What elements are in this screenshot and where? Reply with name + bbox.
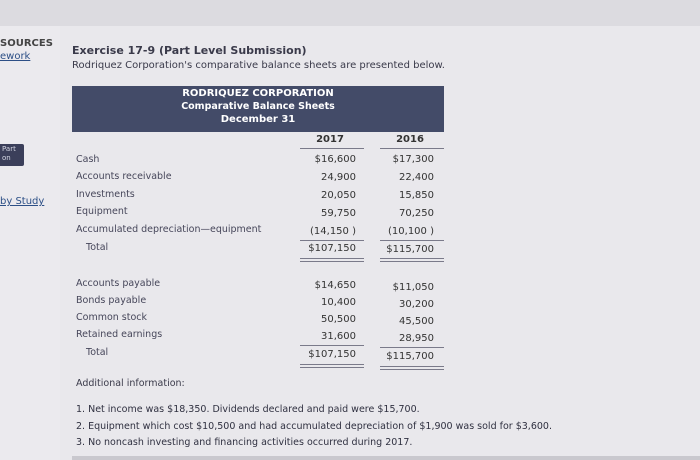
asset-value-2017: 59,750	[321, 208, 356, 219]
column-header-2017: 2017	[316, 134, 344, 145]
asset-value-2016: 22,400	[399, 172, 434, 183]
liability-value-2017: 10,400	[321, 297, 356, 308]
part-badge[interactable]: Part on	[0, 144, 24, 166]
total-double-line	[380, 258, 444, 259]
asset-value-2016: (10,100 )	[388, 226, 434, 237]
liability-label-accounts-payable: Accounts payable	[76, 278, 161, 289]
liability-total-2016: $115,700	[386, 351, 434, 362]
additional-note: 2. Equipment which cost $10,500 and had accumulated depreciation of $1,900 was sold for $3,600.	[76, 421, 552, 432]
total-double-line	[300, 261, 364, 262]
total-double-line	[380, 366, 444, 367]
liability-value-2016: $11,050	[392, 282, 434, 293]
statement-title: Comparative Balance Sheets	[181, 101, 335, 112]
asset-value-2016: 15,850	[399, 190, 434, 201]
column-underline	[380, 148, 444, 149]
asset-label-cash: Cash	[76, 154, 100, 165]
top-toolbar	[0, 0, 700, 26]
asset-value-2017: 24,900	[321, 172, 356, 183]
total-double-line	[380, 261, 444, 262]
company-name: RODRIQUEZ CORPORATION	[182, 88, 334, 99]
asset-value-2017: $16,600	[314, 154, 356, 165]
homework-link[interactable]: ework	[0, 51, 31, 62]
asset-value-2016: 70,250	[399, 208, 434, 219]
liability-value-2016: 45,500	[399, 316, 434, 327]
asset-total-2016: $115,700	[386, 244, 434, 255]
asset-label-equipment: Equipment	[76, 206, 128, 217]
asset-label-investments: Investments	[76, 189, 135, 200]
statement-date: December 31	[220, 114, 296, 125]
liability-label-common-stock: Common stock	[76, 312, 148, 323]
asset-label-receivable: Accounts receivable	[76, 171, 172, 182]
subtotal-line	[380, 240, 444, 241]
subtotal-line	[300, 345, 364, 346]
total-double-line	[300, 258, 364, 259]
liability-total-2017: $107,150	[308, 349, 356, 360]
balance-sheet-header	[72, 86, 444, 132]
asset-label-accum-depreciation: Accumulated depreciation—equipment	[76, 224, 262, 235]
additional-note: 3. No noncash investing and financing activities occurred during 2017.	[76, 437, 413, 448]
total-double-line	[300, 364, 364, 365]
liability-label-total: Total	[86, 347, 109, 358]
additional-info-heading: Additional information:	[76, 378, 185, 389]
column-header-2016: 2016	[396, 134, 424, 145]
additional-note: 1. Net income was $18,350. Dividends declared and paid were $15,700.	[76, 404, 420, 415]
exercise-title: Exercise 17-9 (Part Level Submission)	[72, 44, 307, 57]
resources-heading: SOURCES	[0, 38, 53, 49]
subtotal-line	[300, 240, 364, 241]
asset-value-2017: (14,150 )	[310, 226, 356, 237]
subtotal-line	[380, 347, 444, 348]
exercise-intro: Rodriquez Corporation's comparative balance sheets are presented below.	[72, 60, 445, 71]
bottom-edge	[72, 456, 700, 460]
asset-value-2017: 20,050	[321, 190, 356, 201]
resources-sidebar	[0, 26, 60, 460]
liability-value-2017: 50,500	[321, 314, 356, 325]
by-study-link[interactable]: by Study	[0, 196, 45, 207]
total-double-line	[380, 369, 444, 370]
liability-label-bonds-payable: Bonds payable	[76, 295, 147, 306]
asset-label-total: Total	[86, 242, 109, 253]
liability-value-2016: 30,200	[399, 299, 434, 310]
asset-value-2016: $17,300	[392, 154, 434, 165]
liability-value-2017: 31,600	[321, 331, 356, 342]
liability-label-retained-earnings: Retained earnings	[76, 329, 163, 340]
total-double-line	[300, 367, 364, 368]
asset-total-2017: $107,150	[308, 243, 356, 254]
column-underline	[300, 148, 364, 149]
liability-value-2017: $14,650	[314, 280, 356, 291]
liability-value-2016: 28,950	[399, 333, 434, 344]
